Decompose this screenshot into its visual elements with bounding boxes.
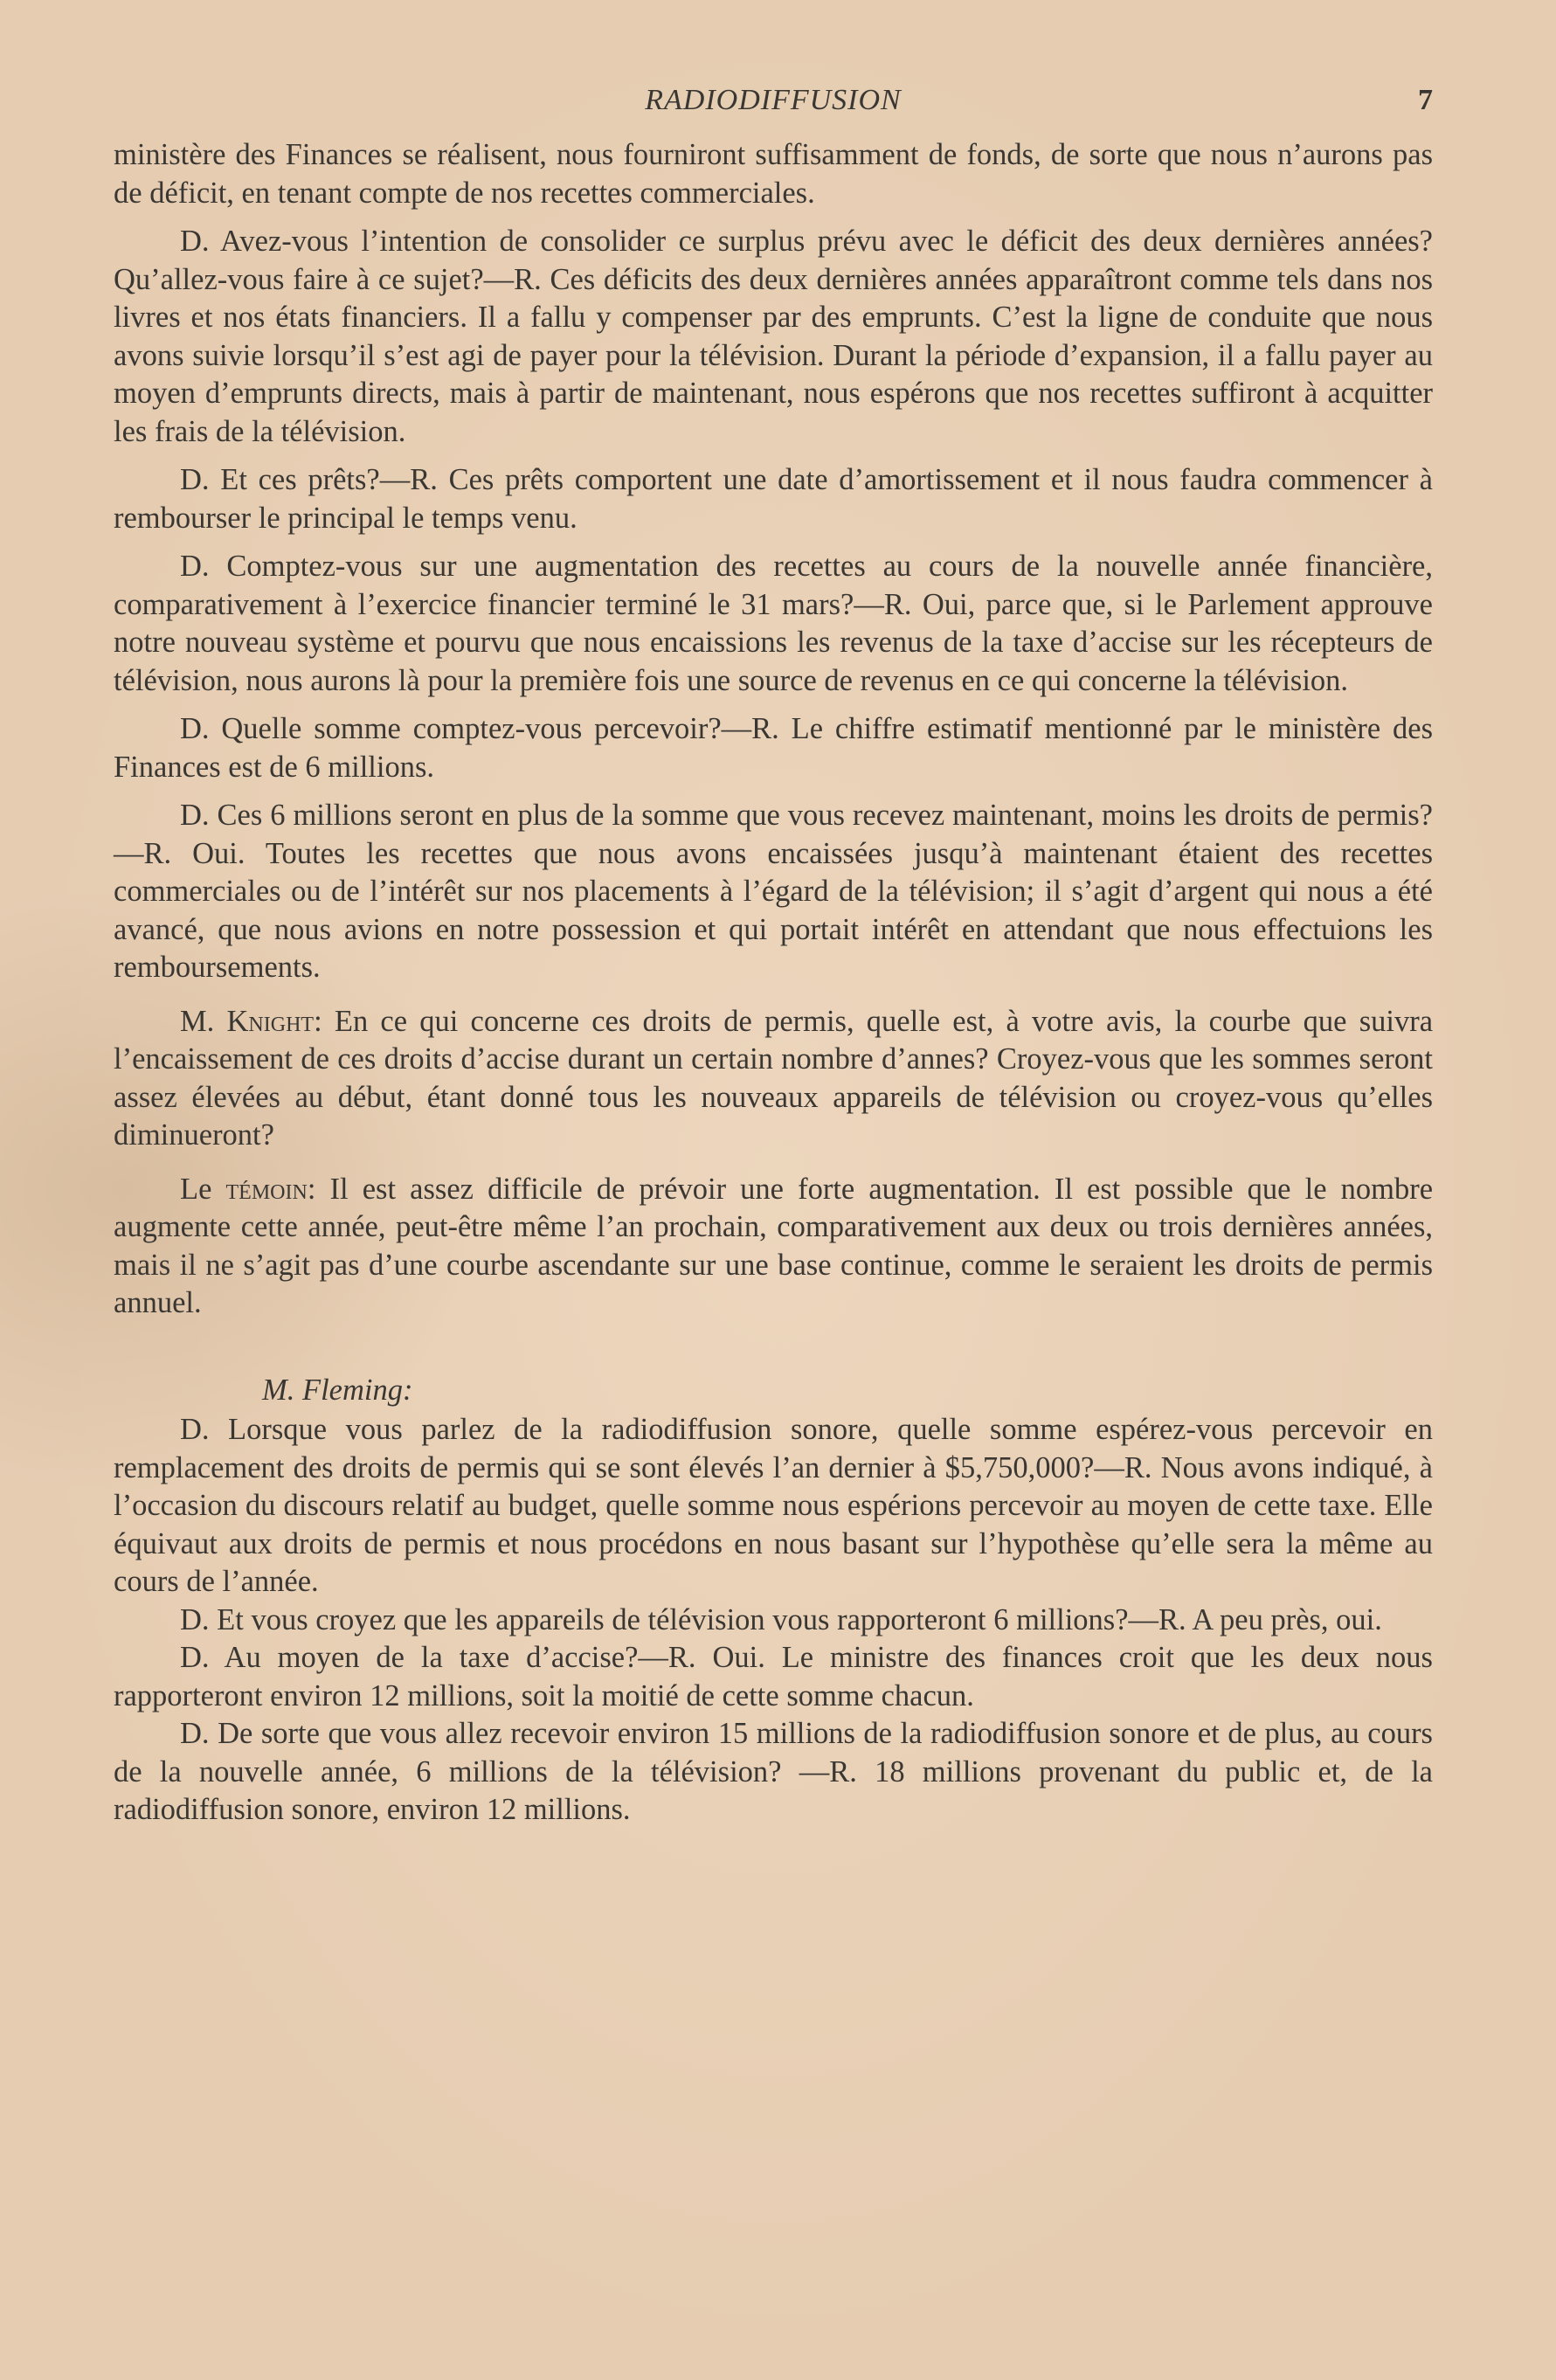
paragraph-fleming-excise: D. Au moyen de la taxe d’accise?—R. Oui. Le ministre des finances croit que les deux nous rapporteront environ 12 millions, soit la moitié de cette somme chacun. [114, 1641, 1433, 1712]
knight-text: En ce qui concerne ces droits de permis, quelle est, à votre avis, la courbe que suivra l’encaissement de ces droits d’accise durant un certain nombre d’annes? Croyez-vous que les sommes seront assez élevées au début, étant donné tous les nouveaux appareils de télévision ou croyez-vous qu’elles diminueront? [114, 1004, 1434, 1152]
speaker-fleming: M. Fleming: [262, 1373, 413, 1407]
paragraph-witness [114, 1171, 1433, 1323]
speaker-knight: M. Knight: [180, 1004, 322, 1038]
running-header [114, 84, 1433, 136]
paragraph-question-six-millions: D. Ces 6 millions seront en plus de la somme que vous recevez maintenant, moins les droits de permis?—R. Oui. Toutes les recettes que nous avons encaissées jusqu’à maintenant étaient des recettes commerciales ou de l’intérêt sur nos placements à l’égard de la télévision; il s’agit d’argent qui nous a été avancé, que nous avions en notre possession et qui portait intérêt en attendant que nous effectuions les remboursements. [114, 799, 1433, 984]
body-text [114, 136, 1433, 1830]
paragraph-question-loans: D. Et ces prêts?—R. Ces prêts comportent une date d’amortissement et il nous faudra commencer à rembourser le principal le temps venu. [114, 463, 1433, 535]
paragraph-question-surplus: D. Avez-vous l’intention de consolider ce surplus prévu avec le déficit des deux dernières années? Qu’allez-vous faire à ce sujet?—R. Ces déficits des deux dernières années apparaîtront comme tels dans nos livres et nos états financiers. Il a fallu y compenser par des emprunts. C’est la ligne de conduite que nous avons suivie lorsqu’il s’est agi de payer pour la télévision. Durant la période d’expansion, il a fallu payer au moyen d’emprunts directs, mais à partir de maintenant, nous espérons que nos recettes suffiront à acquitter les frais de la télévision. [114, 225, 1433, 448]
speaker-witness-prefix: Le [180, 1172, 226, 1206]
paragraph-continuation: ministère des Finances se réalisent, nous fourniront suffisamment de fonds, de sorte que nous n’aurons pas de déficit, en tenant compte de nos recettes commerciales. [114, 138, 1433, 210]
speaker-witness: témoin: [225, 1172, 316, 1206]
witness-text: Il est assez difficile de prévoir une forte augmentation. Il est possible que le nombre augmente cette année, peut-être même l’an prochain, comparativement aux deux ou trois dernières années, mais il ne s’agit pas d’une courbe ascendante sur une base continue, comme le seraient les droits de permis annuel. [114, 1172, 1434, 1319]
page-number: 7 [1418, 84, 1433, 116]
paragraph-question-revenue: D. Comptez-vous sur une augmentation des recettes au cours de la nouvelle année financière, comparativement à l’exercice financier terminé le 31 mars?—R. Oui, parce que, si le Parlement approuve notre nouveau système et pourvu que nous encaissions les revenus de la taxe d’accise sur les récepteurs de télévision, nous aurons là pour la première fois une source de revenus en ce qui concerne la télévision. [114, 550, 1433, 697]
paragraph-fleming-tv: D. Et vous croyez que les appareils de télévision vous rapporteront 6 millions?—R. A peu près, oui. [180, 1602, 1382, 1636]
paragraph-fleming-total: D. De sorte que vous allez recevoir environ 15 millions de la radiodiffusion sonore et de plus, au cours de la nouvelle année, 6 millions de la télévision? —R. 18 millions provenant du public et, de la radiodiffusion sonore, environ 12 millions. [114, 1717, 1433, 1826]
paragraph-knight [114, 1003, 1433, 1155]
document-page [114, 84, 1433, 1830]
paragraph-question-amount: D. Quelle somme comptez-vous percevoir?—R. Le chiffre estimatif mentionné par le ministère des Finances est de 6 millions. [114, 712, 1433, 784]
paragraph-fleming-sound: D. Lorsque vous parlez de la radiodiffusion sonore, quelle somme espérez-vous percevoir en remplacement des droits de permis qui se sont élevés l’an dernier à $5,750,000?—R. Nous avons indiqué, à l’occasion du discours relatif au budget, quelle somme nous espérions percevoir au moyen de cette taxe. Elle équivaut aux droits de permis et nous procédons en nous basant sur l’hypothèse qu’elle sera la même au cours de l’année. [114, 1413, 1433, 1598]
running-title: RADIODIFFUSION [645, 84, 902, 116]
